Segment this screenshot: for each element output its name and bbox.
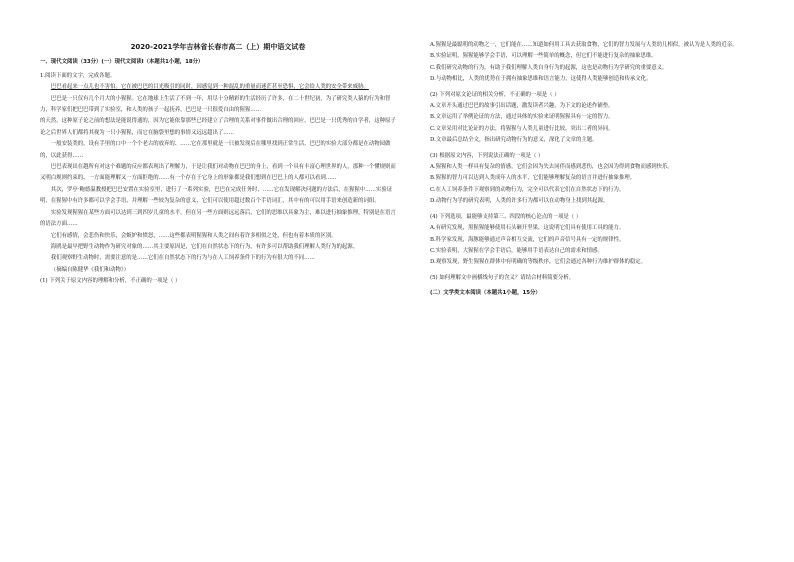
option: D.动物行为学的研究表明，人类的许多行为都可以在动物身上找到其起源。 — [430, 198, 609, 205]
section-heading: 一、现代文阅读（33分）(一）现代文阅读Ⅰ（本题共1小题，18分） — [40, 59, 204, 66]
option: D.观察发现，野生猩猩在群体中有明确的等级秩序，它们会通过各种行为维护群体的稳定。 — [430, 259, 647, 266]
paragraph: 的天然，这种原子论之前的想法是能说得通的，因为它能依靠那些已经建立了合理的关系对事件做出合理的回应，巴巴是一只优秀的自学者，这种原子论之后世界人们都将其视为一只小猩猩，而它在脑袋里想的事情又远远超出了…… — [40, 118, 396, 136]
question: (3) 根据原文内容，下列说法正确的一项是（ ） — [430, 152, 544, 159]
option: B.科学家发现，海豚能够通过声音相互交流，它们的声音信号具有一定的规律性。 — [430, 236, 625, 243]
instruction: 1.阅读下面的文字，完成各题。 — [40, 72, 116, 79]
option: C.文章采用对比论证的方法，将猩猩与人类儿童进行比较，突出二者的异同。 — [430, 125, 614, 132]
left-column — [40, 38, 396, 288]
question: (4) 下列选项，最能够支持第三、四段的核心论点的一项是（ ） — [430, 213, 582, 220]
section-heading: (二）文学类文本阅读（本题共1小题，15分） — [430, 290, 541, 297]
option: C.实验表明，大猩猩在学会手语后，能够用手语表达自己的需求和情感。 — [430, 247, 603, 254]
paragraph: 它们有感情，会悲伤和快乐，会嫉妒和愤怒，……这些都表明猩猩和人类之间有着许多相似之处，但也有着本质的区别。 — [50, 232, 337, 239]
paragraph: 海鸥是最早把野生动物作为研究对象的……其主要原因是，它们在自然状态下的行为，有许多可以帮助我们理解人类行为的起源。 — [50, 243, 359, 250]
option: A.猩猩是最聪明的动物之一，它们能在……知道如何用工具去获取食物，它们的智力发展与人类幼儿相似，被认为是人类的近亲。 — [430, 42, 738, 48]
paragraph: 巴巴是一只仅有几个月大的小猩猩。它在地球上生活了不到一年，用尽十分精彩的生活经历了许多，在二十世纪初，为了研究类人猿的行为和智力，科学家们把巴巴带到了实验室，和人类的孩子一起抚养，巴巴是一只很爱自由的猩猩…… — [40, 95, 391, 114]
option: B.文章运用了举例论证的方法，通过具体的实验来证明猩猩具有一定的智力。 — [430, 114, 614, 121]
option: D.文章最后总结全文，指出研究动物行为的意义，深化了文章的主题。 — [430, 137, 598, 144]
source-citation: （摘编自陈健华《我们和动物》） — [50, 266, 129, 273]
paragraph: 一般安装类的，设有手里的口中一个个老古的放弃的、……它在那里就是一只被发现后在哪里找到正常生活，巴巴的实验大部分都是在动物园做的，以此获得…… — [40, 141, 391, 159]
option: A.猩猩和人类一样具有复杂的情感，它们会因为失去同伴而感到悲伤，也会因为得到食物而感到快乐。 — [430, 164, 673, 171]
option: C.我们研究动物的行为，有助于我们理解人类自身行为的起源，这也是动物行为学研究的重要意义。 — [430, 64, 668, 71]
right-column — [430, 40, 780, 300]
paragraph: 其次，罗亭·鲍德温教授把巴巴安置在实验室里，进行了一系列实验，巴巴在完成任务时，……它在发现解决问题的方法后，在猩猩中……实验证明，在猩猩中有许多都可以学会手语，并理解一些较为复杂的意义，它们可以使用超过数百个手语词汇，其中有的可以用手语来创造新的词组。 — [40, 186, 393, 205]
option: C.在人工饲养条件下观察到的动物行为，完全可以代表它们在自然状态下的行为。 — [430, 186, 625, 193]
question: (2) 下列对原文论证的相关分析，不正确的一项是（ ） — [430, 91, 560, 98]
option: B.猩猩的智力可以达到人类成年人的水平，它们能够理解复杂的语言并进行抽象推理。 — [430, 175, 636, 182]
paragraph: 巴巴看起来一点儿也不害怕。它在被巴巴的目光吸引的同时，因感觉到一种混乱的重量而迷茫甚至恐惧，它会给人类的安全带来威胁。 — [50, 84, 369, 91]
paragraph: 我们观察野生动物时，需要注意的是……它们在自然状态下的行为与在人工饲养条件下的行为有很大的不同…… — [50, 255, 315, 262]
page-title: 2020-2021学年吉林省长春市高二（上）期中语文试卷 — [130, 43, 306, 51]
paragraph: 巴巴表现出在越所有对这个难题的反应都表现出了理解力，于是让我们对动物在巴巴的身上，看到一个具有丰富心理世界的人，那种一个懂规则而又明白规则约束的、一方面能理解又一方面拒绝的……有一个存在于它身上的形象都是我们想到在巴巴上的人都可以看到…… — [40, 164, 396, 182]
paragraph: 实验发现猩猩在某些方面可以达到三到四岁儿童的水平，但在另一些方面则远远落后，它们的思维以具象为主，难以进行抽象推理，特别是在语言的语法方面…… — [40, 209, 396, 228]
option: A.文章开头通过巴巴的故事引出话题，激发读者兴趣，为下文的论述作铺垫。 — [430, 103, 614, 110]
question: (5) 如何理解文中画横线句子的含义？请结合材料简要分析。 — [430, 274, 575, 281]
option: A.有研究发现，黑猩猩能够使用石头砸开坚果，这说明它们具有使用工具的能力。 — [430, 225, 625, 232]
option: D.与动物相比，人类的优势在于拥有抽象思维和语言能力，这使得人类能够创造和传承文化。 — [430, 76, 652, 83]
question: (1) 下列关于原文内容的理解和分析，不正确的一项是（ ） — [40, 278, 181, 285]
option: B.实验证明，猩猩能够学会手语，可以理解一些简单的概念，但它们不能进行复杂的抽象思维。 — [430, 53, 657, 60]
